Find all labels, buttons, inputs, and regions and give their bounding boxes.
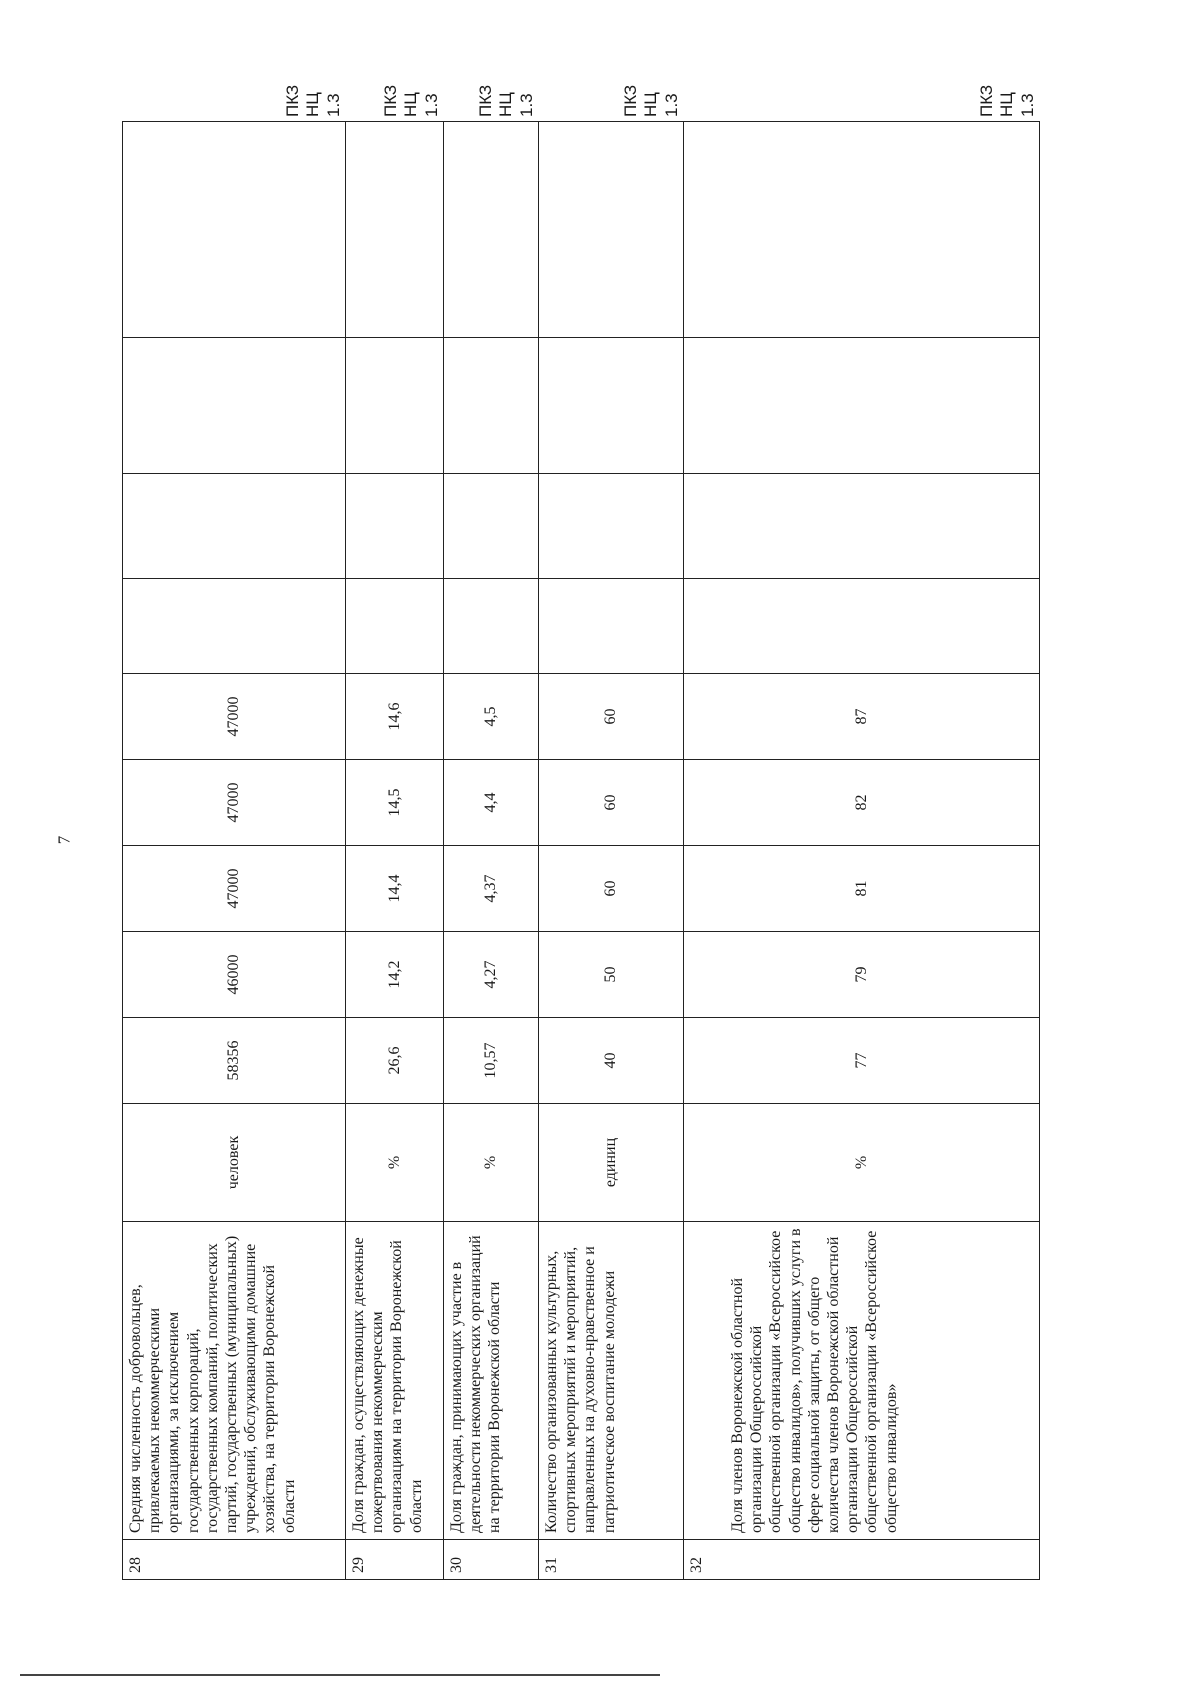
table-row: 28 Средняя численность добровольцев, привлекаемых некоммерческими организациями, за исключением государственных корпораций, государственных компаний, политических партий, государственных (муниципальных) учреждений, обслуживающими домашние хозяйства, на территории Воронежской области человек 58356 46000 47000 47000 47000 ПКЗ НЦ 1.3 [123, 122, 346, 1580]
value-cell: 87 [684, 674, 1040, 760]
value-cell: 40 [539, 1018, 684, 1104]
value-cell: 14,5 [346, 760, 444, 846]
value-cell: 47000 [123, 674, 346, 760]
value-cell [444, 474, 539, 579]
indicator-name-cell: Доля членов Воронежской областной организации Общероссийской общественной организации «Всероссийское общество инвалидов», получивших услуги в сфере социальной защиты, от общего количества членов Воронежской областной организации Общероссийской общественной организации «Всероссийское общество инвалидов» [684, 1222, 1040, 1540]
value-cell: 4,27 [444, 932, 539, 1018]
value-cell [346, 122, 444, 338]
unit-cell: человек [123, 1104, 346, 1222]
value-cell: 10,57 [444, 1018, 539, 1104]
value-cell [123, 122, 346, 338]
value-cell: 47000 [123, 846, 346, 932]
value-cell [123, 579, 346, 674]
row-number-cell: 31 [539, 1540, 684, 1580]
value-cell [684, 474, 1040, 579]
value-cell [684, 579, 1040, 674]
row-number-cell: 28 [123, 1540, 346, 1580]
scan-edge-line [20, 1674, 660, 1676]
table-row: 29 Доля граждан, осуществляющих денежные пожертвования некоммерческим организациям на территории Воронежской области % 26,6 14,2 14,4 14,5 14,6 ПКЗ НЦ 1.3 [346, 122, 444, 1580]
value-cell: 47000 [123, 760, 346, 846]
value-cell [539, 338, 684, 474]
value-cell: 26,6 [346, 1018, 444, 1104]
value-cell [346, 474, 444, 579]
row-number-cell: 30 [444, 1540, 539, 1580]
value-cell [539, 474, 684, 579]
value-cell: 60 [539, 760, 684, 846]
indicators-table [122, 84, 1040, 1580]
value-cell: 58356 [123, 1018, 346, 1104]
value-cell: 14,4 [346, 846, 444, 932]
value-cell [123, 474, 346, 579]
page-number: 7 [54, 835, 74, 845]
indicator-name-cell: Доля граждан, принимающих участие в деятельности некоммерческих организаций на территории Воронежской области [444, 1222, 539, 1540]
unit-cell: % [684, 1104, 1040, 1222]
indicator-name-cell: Средняя численность добровольцев, привлекаемых некоммерческими организациями, за исключением государственных корпораций, государственных компаний, политических партий, государственных (муниципальных) учреждений, обслуживающими домашние хозяйства, на территории Воронежской области [123, 1222, 346, 1540]
value-cell: 4,5 [444, 674, 539, 760]
value-cell [684, 122, 1040, 338]
unit-cell: единиц [539, 1104, 684, 1222]
rotated-table-wrapper [122, 84, 1039, 1580]
unit-cell: % [346, 1104, 444, 1222]
value-cell [346, 338, 444, 474]
value-cell [539, 122, 684, 338]
row-number-cell: 32 [684, 1540, 1040, 1580]
table-row: 31 Количество организованных культурных, спортивных мероприятий и мероприятий, направленных на духовно-нравственное и патриотическое воспитание молодежи единиц 40 50 60 60 60 ПКЗ НЦ 1.3 [539, 122, 684, 1580]
value-cell: 14,2 [346, 932, 444, 1018]
value-cell [444, 122, 539, 338]
value-cell: 4,37 [444, 846, 539, 932]
value-cell [444, 579, 539, 674]
value-cell [539, 579, 684, 674]
table-row: 32 Доля членов Воронежской областной организации Общероссийской общественной организации «Всероссийское общество инвалидов», получивших услуги в сфере социальной защиты, от общего количества членов Воронежской областной организации Общероссийской общественной организации «Всероссийское общество инвалидов» % 77 79 81 82 87 ПКЗ НЦ 1.3 [684, 122, 1040, 1580]
value-cell: 60 [539, 674, 684, 760]
value-cell [444, 338, 539, 474]
value-cell: 82 [684, 760, 1040, 846]
row-number-cell: 29 [346, 1540, 444, 1580]
indicator-name-cell: Доля граждан, осуществляющих денежные пожертвования некоммерческим организациям на территории Воронежской области [346, 1222, 444, 1540]
value-cell: 60 [539, 846, 684, 932]
value-cell: 81 [684, 846, 1040, 932]
value-cell: 46000 [123, 932, 346, 1018]
value-cell: 50 [539, 932, 684, 1018]
table-row: 30 Доля граждан, принимающих участие в деятельности некоммерческих организаций на территории Воронежской области % 10,57 4,27 4,37 4,4 4,5 ПКЗ НЦ 1.3 [444, 122, 539, 1580]
indicator-name-cell: Количество организованных культурных, спортивных мероприятий и мероприятий, направленных на духовно-нравственное и патриотическое воспитание молодежи [539, 1222, 684, 1540]
value-cell: 4,4 [444, 760, 539, 846]
value-cell [684, 338, 1040, 474]
value-cell [123, 338, 346, 474]
value-cell: 14,6 [346, 674, 444, 760]
unit-cell: % [444, 1104, 539, 1222]
value-cell: 77 [684, 1018, 1040, 1104]
value-cell [346, 579, 444, 674]
value-cell: 79 [684, 932, 1040, 1018]
